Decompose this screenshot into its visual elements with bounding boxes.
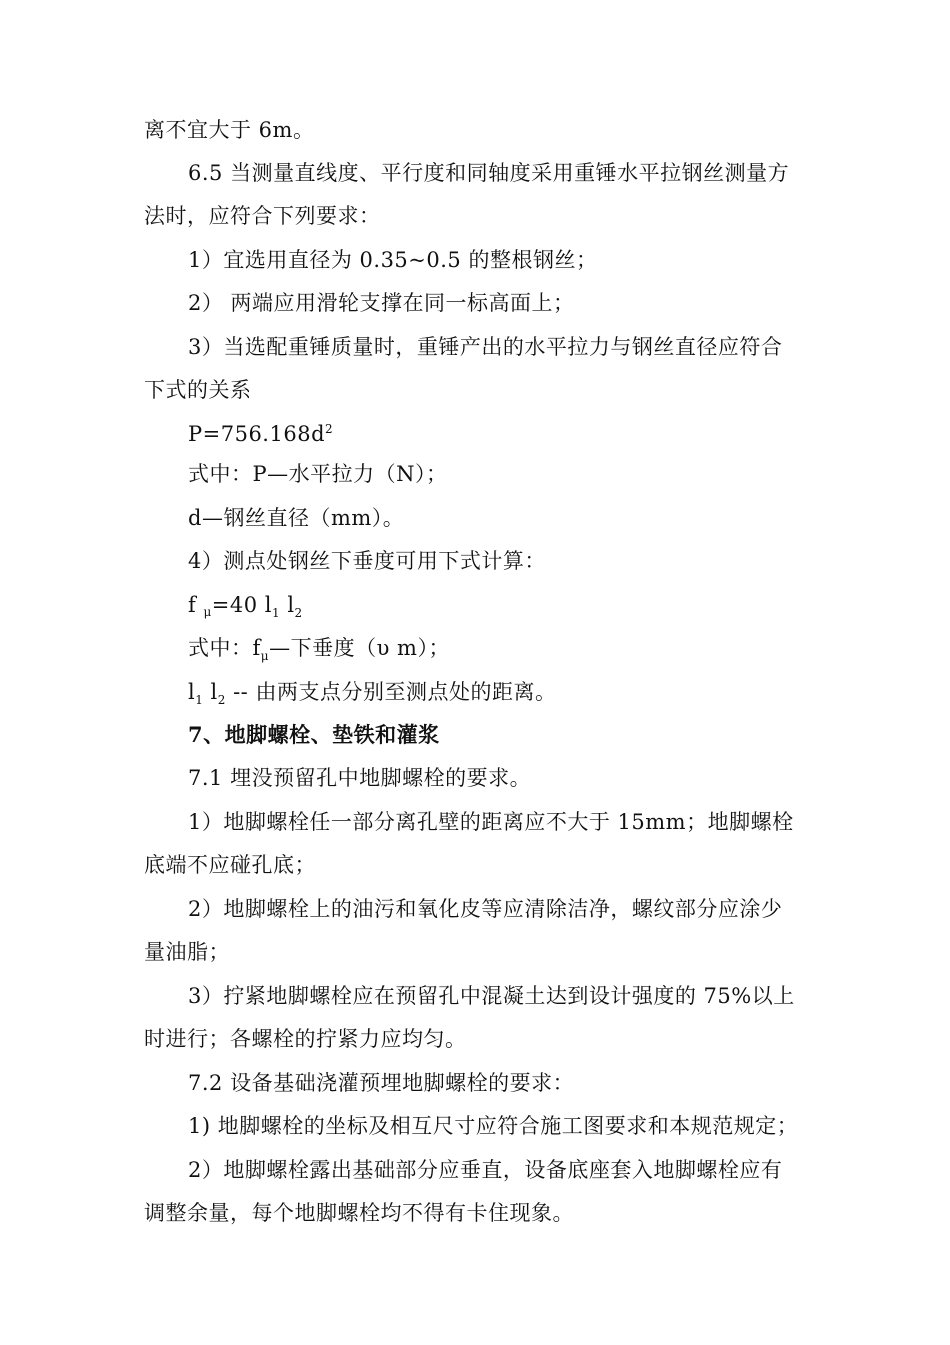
formula-tension: $P=756.168d^2$: [188, 422, 334, 446]
section-7-heading: 7、地脚螺栓、垫铁和灌浆: [188, 722, 440, 747]
list-item-2: 2） 两端应用滑轮支撑在同一标高面上；: [188, 291, 575, 315]
list-item-1: 1）地脚螺栓任一部分离孔壁的距离应不大于 15mm；地脚螺栓: [188, 810, 794, 834]
list-item-1: 1) 地脚螺栓的坐标及相互尺寸应符合施工图要求和本规范规定；: [188, 1114, 799, 1138]
formula-legend-p: 式中：P—水平拉力（N）；: [188, 462, 448, 486]
list-item-2: 2）地脚螺栓上的油污和氧化皮等应清除洁净，螺纹部分应涂少: [188, 897, 783, 921]
list-item-2: 2）地脚螺栓露出基础部分应垂直，设备底座套入地脚螺栓应有: [188, 1158, 783, 1182]
list-item-3: 3）当选配重锤质量时，重锤产出的水平拉力与钢丝直径应符合: [188, 335, 783, 359]
list-item-1: 1）宜选用直径为 0.35~0.5 的整根钢丝；: [188, 248, 598, 272]
formula-legend-d: d—钢丝直径（mm）。: [188, 506, 405, 530]
list-item-4: 4）测点处钢丝下垂度可用下式计算：: [188, 549, 546, 573]
text-line: 量油脂；: [144, 940, 230, 964]
section-6-5-line: 6.5 当测量直线度、平行度和同轴度采用重锤水平拉钢丝测量方: [188, 161, 790, 185]
formula-sag: f μ=40 $l_1$ $l_2$: [188, 593, 303, 621]
text-line: 离不宜大于 6m。: [144, 118, 315, 142]
text-line: 调整余量，每个地脚螺栓均不得有卡住现象。: [144, 1201, 574, 1225]
section-7-2-line: 7.2 设备基础浇灌预埋地脚螺栓的要求：: [188, 1071, 575, 1095]
formula-legend-l: $l_1$ $l_2$ -- 由两支点分别至测点处的距离。: [188, 680, 557, 708]
list-item-3: 3）拧紧地脚螺栓应在预留孔中混凝土达到设计强度的 75%以上: [188, 984, 795, 1008]
section-7-1-line: 7.1 埋没预留孔中地脚螺栓的要求。: [188, 766, 532, 790]
text-line: 底端不应碰孔底；: [144, 853, 316, 877]
formula-legend-f: 式中：$f_\mu—$下垂度（υ m）；: [188, 636, 450, 664]
text-line: 下式的关系: [144, 378, 252, 402]
text-line: 时进行；各螺栓的拧紧力应均匀。: [144, 1027, 467, 1051]
text-line: 法时，应符合下列要求：: [144, 204, 381, 228]
